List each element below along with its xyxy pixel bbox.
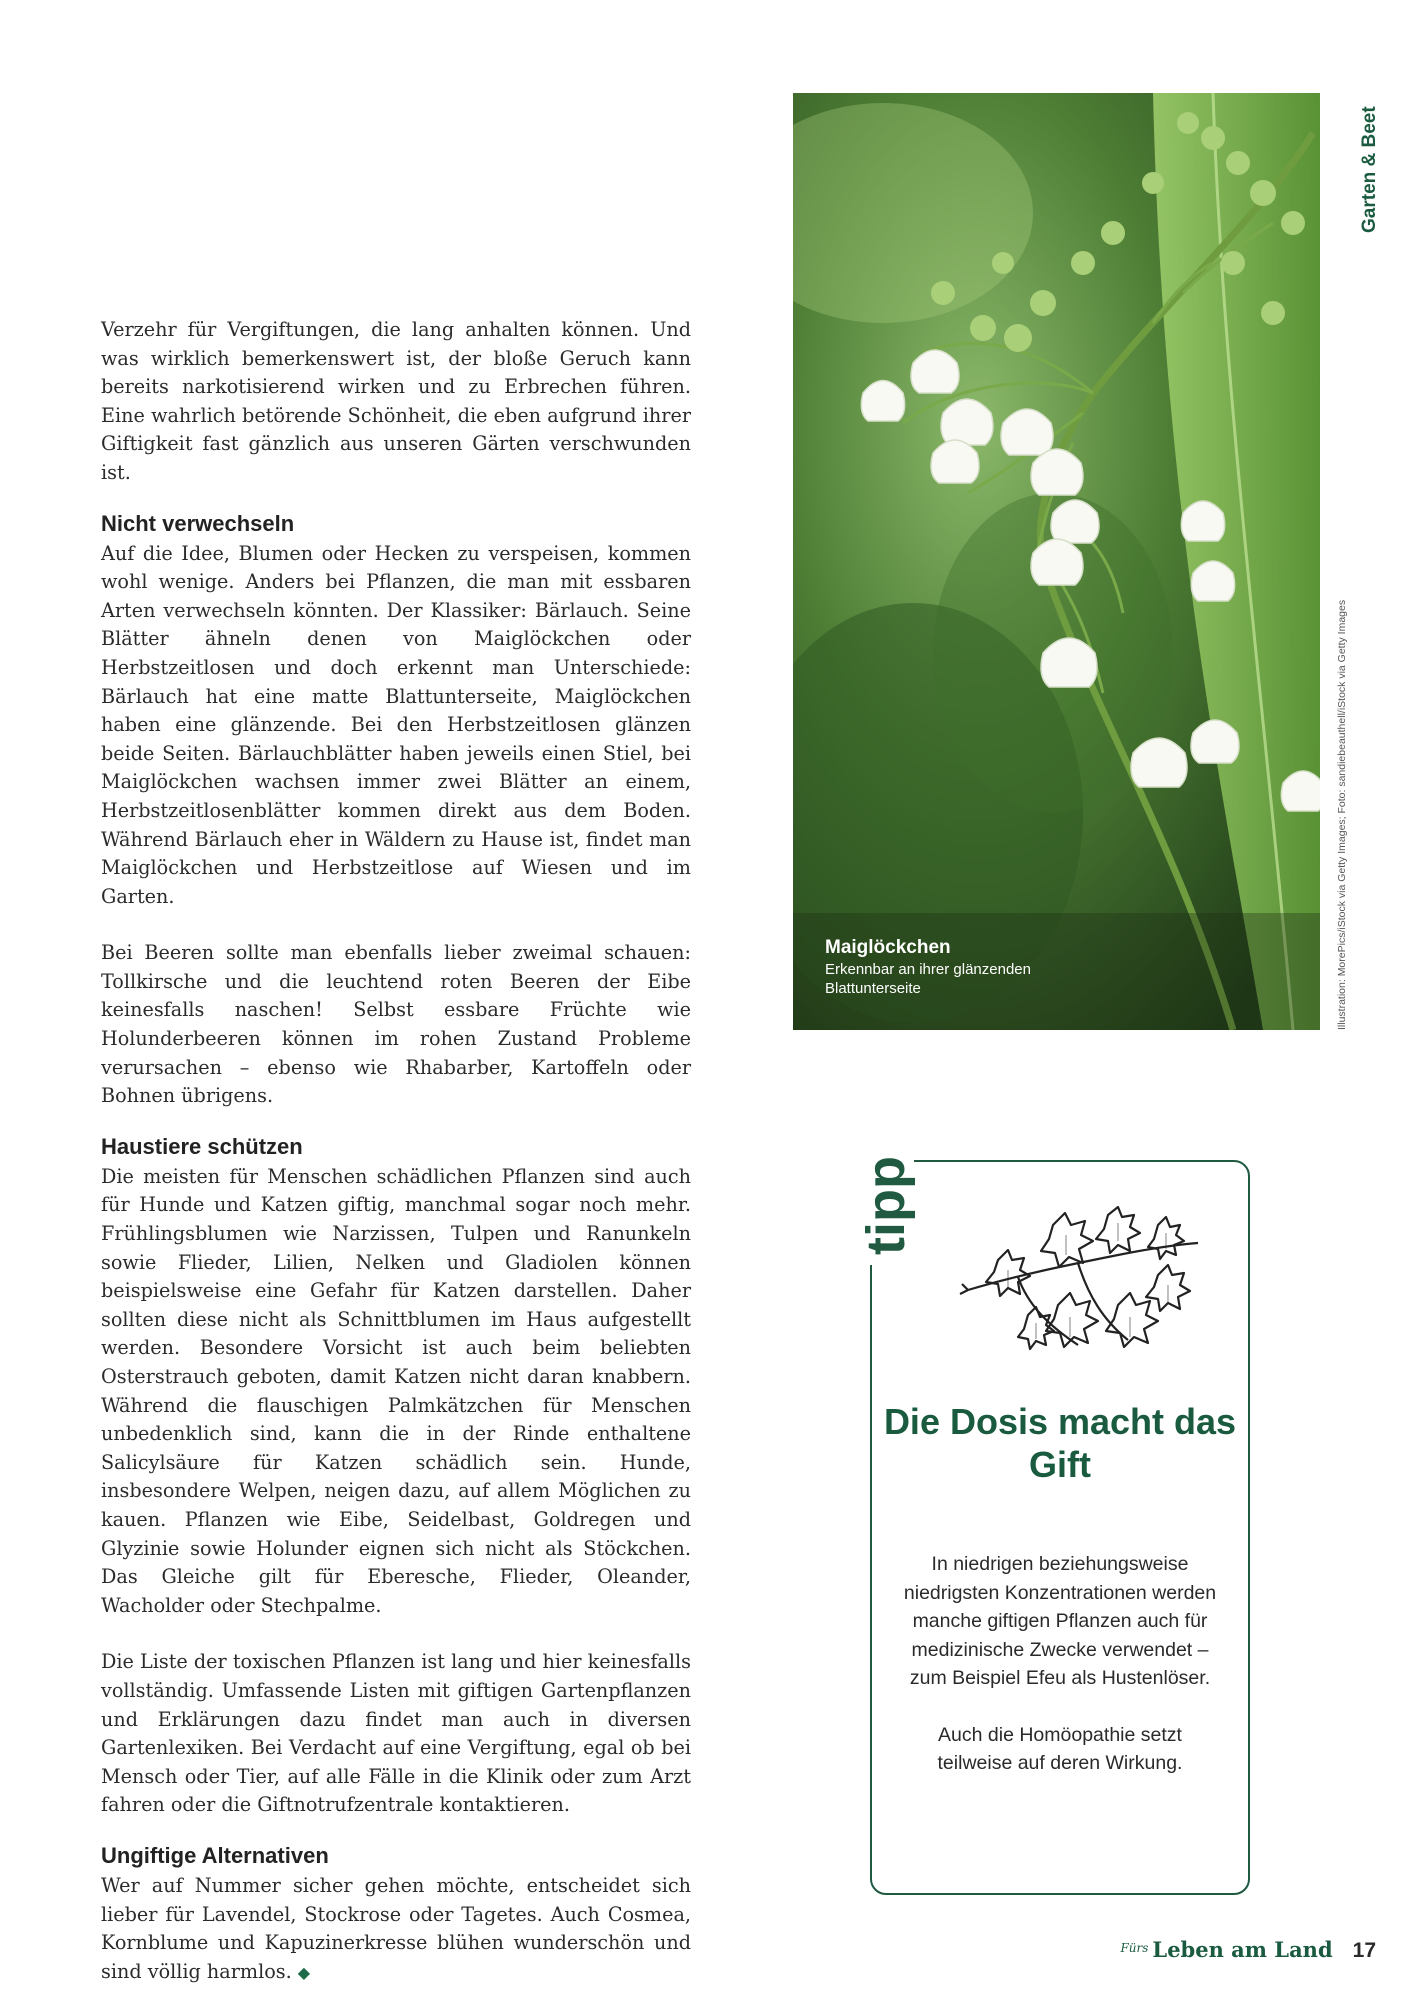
tip-label: tipp	[858, 1146, 914, 1265]
paragraph: Die Liste der toxischen Pflanzen ist lang und hier keinesfalls vollständig. Umfassende Listen mit giftigen Gartenpflanzen und Erklärungen dazu findet man auch in diversen Gartenlexiken. Bei Verdacht auf eine Vergiftung, egal ob bei Mensch oder Tier, auf alle Fälle in die Klinik oder zum Arzt fahren oder die Giftnotrufzentrale kontaktieren.	[101, 1650, 691, 1817]
article-body	[101, 316, 691, 1987]
paragraph: Auf die Idee, Blumen oder Hecken zu verspeisen, kommen wohl wenige. Anders bei Pflanzen, die man mit essbaren Arten verwechseln könnten. Der Klassiker: Bärlauch. Seine Blätter ähneln denen von Maiglöckchen oder Herbstzeitlosen und doch erkennt man Unterschiede: Bärlauch hat eine matte Blattunterseite, Maiglöckchen haben eine glänzende. Bei den Herbstzeitlosen glänzen beide Seiten. Bärlauchblätter haben jeweils einen Stiel, bei Maiglöckchen wachsen immer zwei Blätter an einem, Herbstzeitlosenblätter kommen direkt aus dem Boden. Während Bärlauch eher in Wäldern zu Hause ist, findet man Maiglöckchen und Herbstzeitlose auf Wiesen und im Garten.	[101, 541, 691, 908]
tip-paragraph: Auch die Homöopathie setzt teilweise auf deren Wirkung.	[937, 1723, 1183, 1774]
paragraph: Bei Beeren sollte man ebenfalls lieber zweimal schauen: Tollkirsche und die leuchtend roten Beeren der Eibe keinesfalls naschen! Selbst essbare Früchte wie Holunderbeeren können im rohen Zustand Probleme verursachen – ebenso wie Rhabarber, Kartoffeln oder Bohnen übrigens.	[101, 941, 691, 1108]
photo-caption	[825, 936, 1085, 998]
page-footer	[1120, 1937, 1376, 1963]
magazine-prefix: Fürs	[1120, 1941, 1149, 1955]
caption-title: Maiglöckchen	[825, 937, 951, 958]
diamond-end-icon: ◆	[297, 1962, 311, 1982]
tip-paragraph: In niedrigen beziehungsweise niedrigsten Konzentrationen werden manche giftigen Pflanzen auch für medizinische Zwecke verwendet – zum Beispiel Efeu als Hustenlöser.	[903, 1553, 1217, 1689]
paragraph-last	[101, 1872, 691, 1987]
section-label: Garten & Beet	[1359, 106, 1380, 233]
last-paragraph-text: Wer auf Nummer sicher gehen möchte, entscheidet sich lieber für Lavendel, Stockrose oder Tagetes. Auch Cosmea, Kornblume und Kapuzinerkresse blühen wunderschön und sind völlig harmlos.	[101, 1873, 691, 1983]
lily-of-the-valley-photo	[793, 93, 1320, 1030]
heading-nicht-verwechseln: Nicht verwechseln	[101, 510, 295, 536]
tip-title: Die Dosis macht das Gift	[883, 1401, 1237, 1485]
tip-text	[900, 1550, 1220, 1778]
ivy-illustration	[958, 1205, 1208, 1375]
page-number: 17	[1352, 1939, 1376, 1962]
caption-text: Erkennbar an ihrer glänzenden Blattunterseite	[825, 961, 1031, 997]
paragraph: Die meisten für Menschen schädlichen Pflanzen sind auch für Hunde und Katzen giftig, manchmal sogar noch mehr. Frühlingsblumen wie Narzissen, Tulpen und Ranunkeln sowie Flieder, Lilien, Nelken und Gladiolen können beispielsweise eine Gefahr für Katzen darstellen. Daher sollten diese nicht als Schnittblumen im Haus aufgestellt werden. Besondere Vorsicht ist auch beim beliebten Osterstrauch geboten, damit Katzen nicht daran knabbern. Während die flauschigen Palmkätzchen für Menschen unbedenklich sind, kann die in der Rinde enthaltene Salicylsäure für Katzen schädlich sein. Hunde, insbesondere Welpen, neigen dazu, auf allem Möglichen zu kauen. Pflanzen wie Eibe, Seidelbast, Goldregen und Glyzinie sowie Holunder eignen sich nicht als Stöckchen. Das Gleiche gilt für Eberesche, Flieder, Oleander, Wacholder oder Stechpalme.	[101, 1164, 691, 1617]
intro-paragraph: Verzehr für Vergiftungen, die lang anhalten können. Und was wirklich bemerkenswert ist, der bloße Geruch kann bereits narkotisierend wirken und zu Erbrechen führen. Eine wahrlich betörende Schönheit, die eben aufgrund ihrer Giftigkeit fast gänzlich aus unseren Gärten verschwunden ist.	[101, 318, 691, 484]
photo-credit: Illustration: MorePics/iStock via Getty Images; Foto: sandiebeauthell/iStock via Getty Images	[1336, 599, 1348, 1030]
magazine-name: Leben am Land	[1152, 1937, 1333, 1962]
heading-haustiere-schuetzen: Haustiere schützen	[101, 1133, 303, 1159]
heading-ungiftige-alternativen: Ungiftige Alternativen	[101, 1842, 329, 1868]
photo-illustration	[793, 93, 1320, 1030]
